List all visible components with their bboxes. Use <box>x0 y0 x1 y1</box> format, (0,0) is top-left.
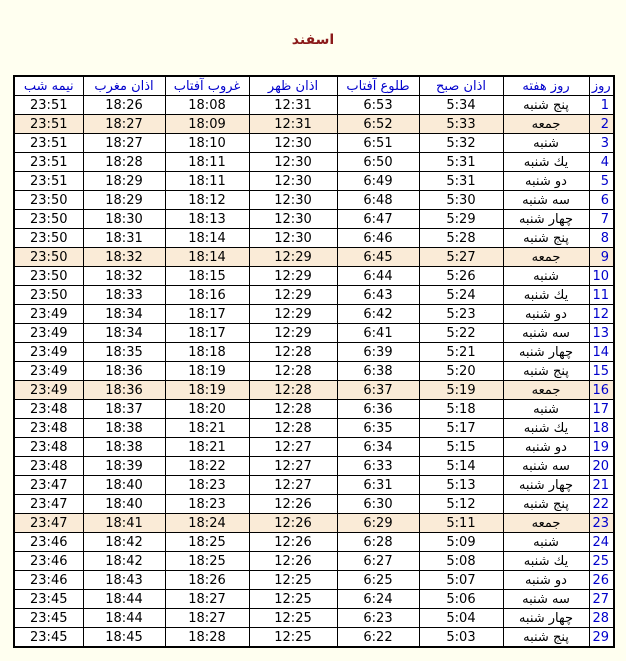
maghrib-cell: 18:38 <box>83 419 165 438</box>
zuhr-cell: 12:27 <box>249 476 337 495</box>
zuhr-cell: 12:27 <box>249 457 337 476</box>
midnight-cell: 23:45 <box>14 609 83 628</box>
fajr-cell: 5:31 <box>419 153 503 172</box>
table-row <box>14 267 614 286</box>
maghrib-cell: 18:44 <box>83 609 165 628</box>
maghrib-cell: 18:31 <box>83 229 165 248</box>
sunset-cell: 18:08 <box>165 96 249 115</box>
table-row <box>14 286 614 305</box>
header-fajr: اذان صبح <box>419 76 503 96</box>
day-number-cell: 8 <box>589 229 614 248</box>
weekday-cell: جمعه <box>503 514 589 533</box>
day-number-cell: 19 <box>589 438 614 457</box>
sunset-cell: 18:10 <box>165 134 249 153</box>
maghrib-cell: 18:27 <box>83 115 165 134</box>
weekday-cell: سه شنبه <box>503 191 589 210</box>
maghrib-cell: 18:45 <box>83 628 165 648</box>
maghrib-cell: 18:32 <box>83 267 165 286</box>
zuhr-cell: 12:29 <box>249 267 337 286</box>
day-number-cell: 9 <box>589 248 614 267</box>
fajr-cell: 5:06 <box>419 590 503 609</box>
sunrise-cell: 6:42 <box>337 305 419 324</box>
zuhr-cell: 12:26 <box>249 514 337 533</box>
table-row <box>14 324 614 343</box>
table-row <box>14 343 614 362</box>
maghrib-cell: 18:32 <box>83 248 165 267</box>
sunset-cell: 18:19 <box>165 362 249 381</box>
day-number-cell: 29 <box>589 628 614 648</box>
midnight-cell: 23:48 <box>14 438 83 457</box>
midnight-cell: 23:46 <box>14 571 83 590</box>
header-weekday: روز هفته <box>503 76 589 96</box>
zuhr-cell: 12:30 <box>249 134 337 153</box>
day-number-cell: 13 <box>589 324 614 343</box>
day-number-cell: 16 <box>589 381 614 400</box>
fajr-cell: 5:26 <box>419 267 503 286</box>
zuhr-cell: 12:29 <box>249 286 337 305</box>
weekday-cell: پنج شنبه <box>503 229 589 248</box>
midnight-cell: 23:51 <box>14 134 83 153</box>
sunrise-cell: 6:47 <box>337 210 419 229</box>
fajr-cell: 5:11 <box>419 514 503 533</box>
day-number-cell: 23 <box>589 514 614 533</box>
zuhr-cell: 12:28 <box>249 362 337 381</box>
table-row <box>14 514 614 533</box>
table-row <box>14 495 614 514</box>
weekday-cell: يك شنبه <box>503 153 589 172</box>
day-number-cell: 7 <box>589 210 614 229</box>
sunrise-cell: 6:41 <box>337 324 419 343</box>
fajr-cell: 5:31 <box>419 172 503 191</box>
fajr-cell: 5:20 <box>419 362 503 381</box>
header-sunrise: طلوع آفتاب <box>337 76 419 96</box>
fajr-cell: 5:12 <box>419 495 503 514</box>
table-row <box>14 419 614 438</box>
maghrib-cell: 18:36 <box>83 381 165 400</box>
midnight-cell: 23:49 <box>14 305 83 324</box>
day-number-cell: 14 <box>589 343 614 362</box>
weekday-cell: پنج شنبه <box>503 628 589 648</box>
midnight-cell: 23:45 <box>14 628 83 648</box>
table-row <box>14 305 614 324</box>
day-number-cell: 24 <box>589 533 614 552</box>
fajr-cell: 5:23 <box>419 305 503 324</box>
midnight-cell: 23:47 <box>14 476 83 495</box>
zuhr-cell: 12:25 <box>249 609 337 628</box>
sunrise-cell: 6:43 <box>337 286 419 305</box>
fajr-cell: 5:28 <box>419 229 503 248</box>
weekday-cell: شنبه <box>503 533 589 552</box>
weekday-cell: دو شنبه <box>503 305 589 324</box>
weekday-cell: چهار شنبه <box>503 609 589 628</box>
maghrib-cell: 18:44 <box>83 590 165 609</box>
fajr-cell: 5:14 <box>419 457 503 476</box>
maghrib-cell: 18:40 <box>83 495 165 514</box>
zuhr-cell: 12:27 <box>249 438 337 457</box>
weekday-cell: سه شنبه <box>503 590 589 609</box>
table-row <box>14 96 614 115</box>
zuhr-cell: 12:30 <box>249 210 337 229</box>
midnight-cell: 23:48 <box>14 457 83 476</box>
fajr-cell: 5:09 <box>419 533 503 552</box>
weekday-cell: چهار شنبه <box>503 476 589 495</box>
zuhr-cell: 12:28 <box>249 419 337 438</box>
sunrise-cell: 6:24 <box>337 590 419 609</box>
day-number-cell: 27 <box>589 590 614 609</box>
day-number-cell: 2 <box>589 115 614 134</box>
sunset-cell: 18:27 <box>165 590 249 609</box>
zuhr-cell: 12:29 <box>249 305 337 324</box>
fajr-cell: 5:32 <box>419 134 503 153</box>
day-number-cell: 15 <box>589 362 614 381</box>
zuhr-cell: 12:25 <box>249 590 337 609</box>
header-row <box>14 76 614 96</box>
zuhr-cell: 12:29 <box>249 248 337 267</box>
weekday-cell: شنبه <box>503 134 589 153</box>
table-row <box>14 457 614 476</box>
sunrise-cell: 6:49 <box>337 172 419 191</box>
zuhr-cell: 12:26 <box>249 552 337 571</box>
fajr-cell: 5:13 <box>419 476 503 495</box>
table-row <box>14 590 614 609</box>
sunrise-cell: 6:30 <box>337 495 419 514</box>
maghrib-cell: 18:33 <box>83 286 165 305</box>
sunrise-cell: 6:39 <box>337 343 419 362</box>
midnight-cell: 23:47 <box>14 514 83 533</box>
sunrise-cell: 6:33 <box>337 457 419 476</box>
maghrib-cell: 18:27 <box>83 134 165 153</box>
maghrib-cell: 18:40 <box>83 476 165 495</box>
table-row <box>14 476 614 495</box>
sunset-cell: 18:21 <box>165 438 249 457</box>
maghrib-cell: 18:41 <box>83 514 165 533</box>
fajr-cell: 5:08 <box>419 552 503 571</box>
maghrib-cell: 18:42 <box>83 533 165 552</box>
fajr-cell: 5:24 <box>419 286 503 305</box>
fajr-cell: 5:18 <box>419 400 503 419</box>
table-row <box>14 438 614 457</box>
day-number-cell: 11 <box>589 286 614 305</box>
day-number-cell: 17 <box>589 400 614 419</box>
maghrib-cell: 18:29 <box>83 172 165 191</box>
zuhr-cell: 12:28 <box>249 343 337 362</box>
weekday-cell: دو شنبه <box>503 571 589 590</box>
table-row <box>14 609 614 628</box>
midnight-cell: 23:49 <box>14 324 83 343</box>
maghrib-cell: 18:35 <box>83 343 165 362</box>
sunrise-cell: 6:35 <box>337 419 419 438</box>
header-zuhr: اذان ظهر <box>249 76 337 96</box>
day-number-cell: 20 <box>589 457 614 476</box>
weekday-cell: دو شنبه <box>503 172 589 191</box>
table-row <box>14 172 614 191</box>
weekday-cell: شنبه <box>503 267 589 286</box>
day-number-cell: 1 <box>589 96 614 115</box>
sunrise-cell: 6:22 <box>337 628 419 648</box>
day-number-cell: 21 <box>589 476 614 495</box>
sunset-cell: 18:28 <box>165 628 249 648</box>
sunset-cell: 18:15 <box>165 267 249 286</box>
weekday-cell: پنج شنبه <box>503 495 589 514</box>
zuhr-cell: 12:29 <box>249 324 337 343</box>
sunset-cell: 18:27 <box>165 609 249 628</box>
midnight-cell: 23:50 <box>14 191 83 210</box>
sunset-cell: 18:21 <box>165 419 249 438</box>
midnight-cell: 23:51 <box>14 153 83 172</box>
sunset-cell: 18:13 <box>165 210 249 229</box>
day-number-cell: 28 <box>589 609 614 628</box>
midnight-cell: 23:48 <box>14 400 83 419</box>
maghrib-cell: 18:39 <box>83 457 165 476</box>
table-row <box>14 362 614 381</box>
sunrise-cell: 6:37 <box>337 381 419 400</box>
sunset-cell: 18:14 <box>165 229 249 248</box>
midnight-cell: 23:50 <box>14 248 83 267</box>
maghrib-cell: 18:34 <box>83 305 165 324</box>
fajr-cell: 5:19 <box>419 381 503 400</box>
table-row <box>14 400 614 419</box>
fajr-cell: 5:30 <box>419 191 503 210</box>
sunset-cell: 18:18 <box>165 343 249 362</box>
midnight-cell: 23:51 <box>14 96 83 115</box>
day-number-cell: 25 <box>589 552 614 571</box>
maghrib-cell: 18:26 <box>83 96 165 115</box>
sunrise-cell: 6:50 <box>337 153 419 172</box>
fajr-cell: 5:33 <box>419 115 503 134</box>
zuhr-cell: 12:26 <box>249 533 337 552</box>
weekday-cell: يك شنبه <box>503 552 589 571</box>
maghrib-cell: 18:28 <box>83 153 165 172</box>
zuhr-cell: 12:28 <box>249 400 337 419</box>
fajr-cell: 5:34 <box>419 96 503 115</box>
sunset-cell: 18:20 <box>165 400 249 419</box>
sunset-cell: 18:17 <box>165 305 249 324</box>
sunset-cell: 18:11 <box>165 153 249 172</box>
sunset-cell: 18:24 <box>165 514 249 533</box>
zuhr-cell: 12:31 <box>249 96 337 115</box>
sunset-cell: 18:17 <box>165 324 249 343</box>
sunrise-cell: 6:52 <box>337 115 419 134</box>
zuhr-cell: 12:25 <box>249 571 337 590</box>
fajr-cell: 5:07 <box>419 571 503 590</box>
sunset-cell: 18:19 <box>165 381 249 400</box>
day-number-cell: 22 <box>589 495 614 514</box>
fajr-cell: 5:03 <box>419 628 503 648</box>
table-row <box>14 533 614 552</box>
sunrise-cell: 6:45 <box>337 248 419 267</box>
sunset-cell: 18:09 <box>165 115 249 134</box>
table-row <box>14 571 614 590</box>
midnight-cell: 23:49 <box>14 343 83 362</box>
weekday-cell: سه شنبه <box>503 457 589 476</box>
sunset-cell: 18:26 <box>165 571 249 590</box>
day-number-cell: 5 <box>589 172 614 191</box>
fajr-cell: 5:27 <box>419 248 503 267</box>
header-sunset: غروب آفتاب <box>165 76 249 96</box>
sunrise-cell: 6:38 <box>337 362 419 381</box>
table-row <box>14 229 614 248</box>
fajr-cell: 5:22 <box>419 324 503 343</box>
midnight-cell: 23:50 <box>14 267 83 286</box>
zuhr-cell: 12:30 <box>249 172 337 191</box>
sunset-cell: 18:25 <box>165 533 249 552</box>
month-title: اسفند <box>291 32 335 48</box>
midnight-cell: 23:50 <box>14 286 83 305</box>
sunrise-cell: 6:44 <box>337 267 419 286</box>
weekday-cell: شنبه <box>503 400 589 419</box>
sunrise-cell: 6:51 <box>337 134 419 153</box>
sunrise-cell: 6:31 <box>337 476 419 495</box>
sunrise-cell: 6:34 <box>337 438 419 457</box>
table-row <box>14 381 614 400</box>
sunrise-cell: 6:53 <box>337 96 419 115</box>
zuhr-cell: 12:26 <box>249 495 337 514</box>
prayer-times-table <box>13 75 615 648</box>
table-body <box>14 96 614 648</box>
midnight-cell: 23:46 <box>14 552 83 571</box>
sunrise-cell: 6:48 <box>337 191 419 210</box>
weekday-cell: دو شنبه <box>503 438 589 457</box>
day-number-cell: 3 <box>589 134 614 153</box>
midnight-cell: 23:49 <box>14 362 83 381</box>
sunset-cell: 18:11 <box>165 172 249 191</box>
sunset-cell: 18:16 <box>165 286 249 305</box>
sunset-cell: 18:23 <box>165 495 249 514</box>
fajr-cell: 5:29 <box>419 210 503 229</box>
sunrise-cell: 6:23 <box>337 609 419 628</box>
maghrib-cell: 18:42 <box>83 552 165 571</box>
sunrise-cell: 6:46 <box>337 229 419 248</box>
weekday-cell: پنج شنبه <box>503 96 589 115</box>
table-row <box>14 115 614 134</box>
table-row <box>14 191 614 210</box>
sunrise-cell: 6:36 <box>337 400 419 419</box>
midnight-cell: 23:46 <box>14 533 83 552</box>
table-row <box>14 153 614 172</box>
day-number-cell: 12 <box>589 305 614 324</box>
day-number-cell: 10 <box>589 267 614 286</box>
maghrib-cell: 18:34 <box>83 324 165 343</box>
zuhr-cell: 12:30 <box>249 153 337 172</box>
midnight-cell: 23:51 <box>14 115 83 134</box>
maghrib-cell: 18:43 <box>83 571 165 590</box>
day-number-cell: 4 <box>589 153 614 172</box>
weekday-cell: سه شنبه <box>503 324 589 343</box>
sunset-cell: 18:25 <box>165 552 249 571</box>
fajr-cell: 5:15 <box>419 438 503 457</box>
sunrise-cell: 6:27 <box>337 552 419 571</box>
table-row <box>14 210 614 229</box>
zuhr-cell: 12:25 <box>249 628 337 648</box>
midnight-cell: 23:50 <box>14 210 83 229</box>
header-midnight: نیمه شب <box>14 76 83 96</box>
midnight-cell: 23:51 <box>14 172 83 191</box>
sunset-cell: 18:14 <box>165 248 249 267</box>
maghrib-cell: 18:38 <box>83 438 165 457</box>
sunset-cell: 18:12 <box>165 191 249 210</box>
sunrise-cell: 6:28 <box>337 533 419 552</box>
maghrib-cell: 18:29 <box>83 191 165 210</box>
zuhr-cell: 12:30 <box>249 191 337 210</box>
maghrib-cell: 18:30 <box>83 210 165 229</box>
zuhr-cell: 12:30 <box>249 229 337 248</box>
day-number-cell: 18 <box>589 419 614 438</box>
midnight-cell: 23:49 <box>14 381 83 400</box>
weekday-cell: جمعه <box>503 248 589 267</box>
weekday-cell: يك شنبه <box>503 419 589 438</box>
sunrise-cell: 6:25 <box>337 571 419 590</box>
weekday-cell: پنج شنبه <box>503 362 589 381</box>
zuhr-cell: 12:31 <box>249 115 337 134</box>
day-number-cell: 26 <box>589 571 614 590</box>
weekday-cell: چهار شنبه <box>503 343 589 362</box>
fajr-cell: 5:17 <box>419 419 503 438</box>
sunrise-cell: 6:29 <box>337 514 419 533</box>
zuhr-cell: 12:28 <box>249 381 337 400</box>
table-row <box>14 248 614 267</box>
weekday-cell: جمعه <box>503 381 589 400</box>
midnight-cell: 23:50 <box>14 229 83 248</box>
header-maghrib: اذان مغرب <box>83 76 165 96</box>
table-row <box>14 628 614 648</box>
midnight-cell: 23:48 <box>14 419 83 438</box>
table-row <box>14 552 614 571</box>
weekday-cell: يك شنبه <box>503 286 589 305</box>
weekday-cell: چهار شنبه <box>503 210 589 229</box>
midnight-cell: 23:47 <box>14 495 83 514</box>
sunset-cell: 18:22 <box>165 457 249 476</box>
midnight-cell: 23:45 <box>14 590 83 609</box>
table-row <box>14 134 614 153</box>
maghrib-cell: 18:37 <box>83 400 165 419</box>
fajr-cell: 5:21 <box>419 343 503 362</box>
maghrib-cell: 18:36 <box>83 362 165 381</box>
weekday-cell: جمعه <box>503 115 589 134</box>
day-number-cell: 6 <box>589 191 614 210</box>
fajr-cell: 5:04 <box>419 609 503 628</box>
header-day-number: روز <box>589 76 614 96</box>
sunset-cell: 18:23 <box>165 476 249 495</box>
